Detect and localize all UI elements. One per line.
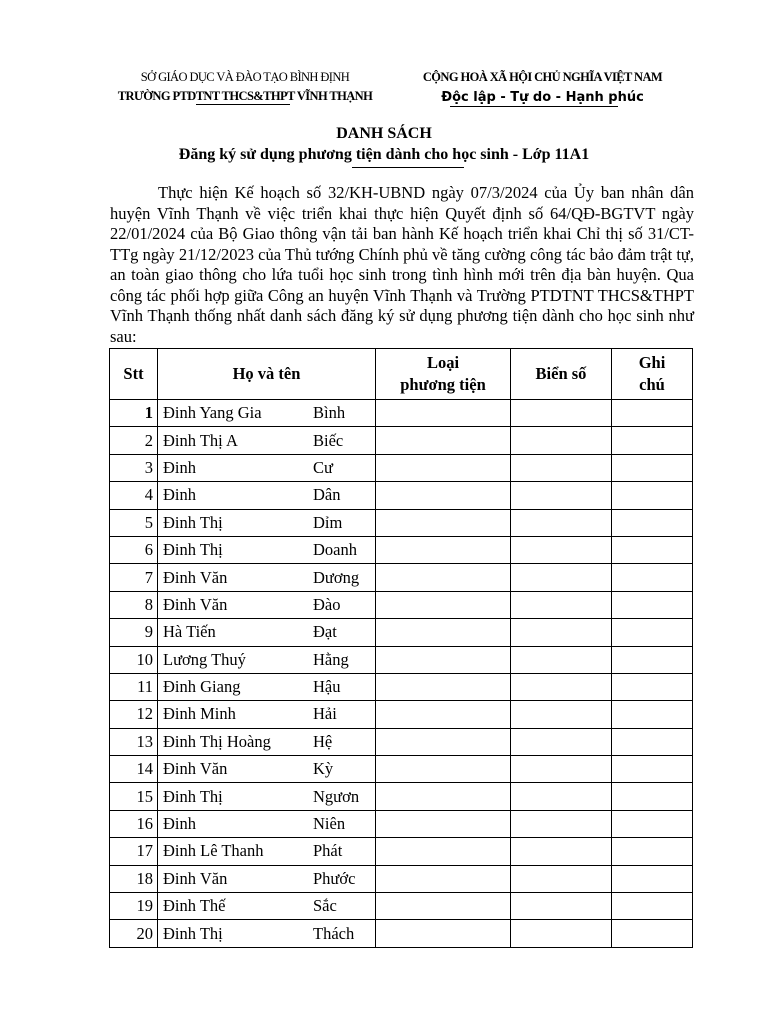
row-vehicle <box>376 756 511 783</box>
row-name <box>158 728 376 755</box>
row-vehicle <box>376 810 511 837</box>
row-stt: 18 <box>110 865 158 892</box>
row-given-name: Hậu <box>313 677 341 697</box>
header-note-line1: Ghi <box>638 353 666 372</box>
row-stt: 3 <box>110 454 158 481</box>
row-plate <box>511 756 612 783</box>
row-name <box>158 673 376 700</box>
table-row <box>110 893 693 920</box>
row-note <box>612 865 693 892</box>
row-vehicle <box>376 619 511 646</box>
table-row <box>110 728 693 755</box>
row-vehicle <box>376 591 511 618</box>
motto-underline <box>450 106 618 107</box>
row-vehicle <box>376 728 511 755</box>
row-name <box>158 619 376 646</box>
row-given-name: Dương <box>313 567 360 587</box>
row-family-name: Đinh Lê Thanh <box>163 841 264 861</box>
row-given-name: Phát <box>313 841 343 861</box>
row-vehicle <box>376 783 511 810</box>
row-note <box>612 810 693 837</box>
row-plate <box>511 646 612 673</box>
row-given-name: Biếc <box>313 430 344 450</box>
row-vehicle <box>376 673 511 700</box>
row-family-name: Đinh Văn <box>163 868 228 888</box>
row-given-name: Hằng <box>313 649 349 669</box>
school-name: TRƯỜNG PTDTNT THCS&THPT VĨNH THẠNH <box>117 89 373 103</box>
row-name <box>158 756 376 783</box>
row-name <box>158 564 376 591</box>
row-vehicle <box>376 893 511 920</box>
table-row <box>110 509 693 536</box>
row-stt: 6 <box>110 536 158 563</box>
row-vehicle <box>376 400 511 427</box>
row-stt: 16 <box>110 810 158 837</box>
row-stt: 17 <box>110 838 158 865</box>
row-name <box>158 646 376 673</box>
table-row <box>110 564 693 591</box>
header-note <box>612 349 693 400</box>
row-note <box>612 701 693 728</box>
row-vehicle <box>376 865 511 892</box>
header-name: Họ và tên <box>158 349 376 400</box>
row-plate <box>511 673 612 700</box>
row-plate <box>511 454 612 481</box>
row-plate <box>511 427 612 454</box>
row-vehicle <box>376 509 511 536</box>
row-name <box>158 920 376 947</box>
row-stt: 5 <box>110 509 158 536</box>
row-stt: 8 <box>110 591 158 618</box>
row-plate <box>511 400 612 427</box>
table-row <box>110 838 693 865</box>
row-name <box>158 482 376 509</box>
row-stt: 12 <box>110 701 158 728</box>
row-plate <box>511 509 612 536</box>
document-subtitle: Đăng ký sử dụng phương tiện dành cho học sinh - Lớp 11A1 <box>178 146 590 163</box>
row-family-name: Hà Tiến <box>163 622 216 642</box>
row-note <box>612 756 693 783</box>
row-vehicle <box>376 427 511 454</box>
department-name: SỞ GIÁO DỤC VÀ ĐÀO TẠO BÌNH ĐỊNH <box>140 70 350 84</box>
row-vehicle <box>376 454 511 481</box>
row-given-name: Doanh <box>313 540 357 560</box>
row-given-name: Dỉm <box>313 512 343 532</box>
row-name <box>158 838 376 865</box>
row-note <box>612 920 693 947</box>
row-family-name: Đinh Thị <box>163 540 223 560</box>
row-given-name: Dân <box>313 485 341 505</box>
row-plate <box>511 920 612 947</box>
table-row <box>110 810 693 837</box>
row-name <box>158 509 376 536</box>
row-vehicle <box>376 920 511 947</box>
row-given-name: Sắc <box>313 896 337 916</box>
row-plate <box>511 619 612 646</box>
row-family-name: Đinh <box>163 485 196 505</box>
row-stt: 13 <box>110 728 158 755</box>
row-name <box>158 783 376 810</box>
row-note <box>612 454 693 481</box>
row-note <box>612 536 693 563</box>
row-stt: 11 <box>110 673 158 700</box>
row-stt: 10 <box>110 646 158 673</box>
row-family-name: Đinh Thị <box>163 786 223 806</box>
row-name <box>158 865 376 892</box>
row-stt: 20 <box>110 920 158 947</box>
document-title: DANH SÁCH <box>336 125 432 142</box>
row-stt: 14 <box>110 756 158 783</box>
row-family-name: Đinh Thế <box>163 896 226 916</box>
row-vehicle <box>376 838 511 865</box>
row-stt: 9 <box>110 619 158 646</box>
row-note <box>612 619 693 646</box>
row-family-name: Đinh Thị <box>163 923 223 943</box>
row-name <box>158 810 376 837</box>
row-family-name: Lương Thuý <box>163 649 246 669</box>
row-note <box>612 783 693 810</box>
table-row <box>110 646 693 673</box>
row-plate <box>511 564 612 591</box>
row-plate <box>511 810 612 837</box>
row-family-name: Đinh Thị <box>163 512 223 532</box>
table-row <box>110 756 693 783</box>
row-note <box>612 673 693 700</box>
table-row <box>110 482 693 509</box>
row-given-name: Hệ <box>313 731 333 751</box>
row-name <box>158 536 376 563</box>
row-note <box>612 893 693 920</box>
row-given-name: Niên <box>313 814 346 834</box>
table-row <box>110 673 693 700</box>
row-family-name: Đinh <box>163 457 196 477</box>
national-motto-block <box>400 68 685 107</box>
national-motto: Độc lập - Tự do - Hạnh phúc <box>441 90 644 105</box>
row-vehicle <box>376 536 511 563</box>
header-vehicle <box>376 349 511 400</box>
table-row <box>110 865 693 892</box>
row-plate <box>511 482 612 509</box>
row-stt: 4 <box>110 482 158 509</box>
table-row <box>110 536 693 563</box>
intro-paragraph: Thực hiện Kế hoạch số 32/KH-UBND ngày 07/3/2024 của Ủy ban nhân dân huyện Vĩnh Thạnh về việc triển khai thực hiện Quyết định số 64/QĐ-BGTVT ngày 22/01/2024 của Bộ Giao thông vận tải ban hành Kế hoạch triển khai Chỉ thị số 31/CT-TTg ngày 21/12/2023 của Thủ tướng Chính phủ về tăng cường công tác bảo đảm trật tự, an toàn giao thông cho lứa tuổi học sinh trong tình hình mới trên địa bàn huyện. Qua công tác phối hợp giữa Công an huyện Vĩnh Thạnh và Trường PTDTNT THCS&THPT Vĩnh Thạnh thống nhất danh sách đăng ký sử dụng phương tiện dành cho học sinh như sau: <box>110 183 694 346</box>
issuer-underline <box>196 104 290 105</box>
row-stt: 1 <box>110 400 158 427</box>
row-given-name: Phước <box>313 868 356 888</box>
row-plate <box>511 728 612 755</box>
row-vehicle <box>376 701 511 728</box>
issuer-block <box>100 68 390 106</box>
row-name <box>158 591 376 618</box>
row-name <box>158 454 376 481</box>
country-name: CỘNG HOÀ XÃ HỘI CHỦ NGHĨA VIỆT NAM <box>422 70 663 84</box>
row-vehicle <box>376 482 511 509</box>
table-row <box>110 400 693 427</box>
row-name <box>158 400 376 427</box>
table-row <box>110 783 693 810</box>
row-plate <box>511 838 612 865</box>
row-given-name: Đạt <box>313 622 337 642</box>
row-stt: 15 <box>110 783 158 810</box>
row-given-name: Kỳ <box>313 759 334 779</box>
row-plate <box>511 865 612 892</box>
header-vehicle-line1: Loại <box>426 353 460 372</box>
row-stt: 2 <box>110 427 158 454</box>
row-given-name: Ngươn <box>313 786 360 806</box>
row-family-name: Đinh Minh <box>163 704 236 724</box>
table-row <box>110 920 693 947</box>
row-note <box>612 838 693 865</box>
row-note <box>612 728 693 755</box>
row-note <box>612 564 693 591</box>
row-plate <box>511 893 612 920</box>
row-plate <box>511 783 612 810</box>
table-row <box>110 619 693 646</box>
row-family-name: Đinh Văn <box>163 759 228 779</box>
table-row <box>110 701 693 728</box>
header-note-line2: chú <box>639 375 665 394</box>
row-note <box>612 400 693 427</box>
row-given-name: Thách <box>313 923 355 943</box>
row-family-name: Đinh Văn <box>163 594 228 614</box>
row-name <box>158 701 376 728</box>
table-body <box>110 400 693 948</box>
row-plate <box>511 591 612 618</box>
row-stt: 19 <box>110 893 158 920</box>
row-stt: 7 <box>110 564 158 591</box>
table-header-row <box>110 349 693 400</box>
table-row <box>110 591 693 618</box>
row-plate <box>511 536 612 563</box>
row-given-name: Đào <box>313 594 341 614</box>
row-name <box>158 427 376 454</box>
row-vehicle <box>376 564 511 591</box>
row-family-name: Đinh Yang Gia <box>163 403 262 423</box>
row-given-name: Bình <box>313 403 346 423</box>
row-given-name: Cư <box>313 457 333 477</box>
row-family-name: Đinh Văn <box>163 567 228 587</box>
row-family-name: Đinh Giang <box>163 677 241 697</box>
header-plate: Biển số <box>511 349 612 400</box>
row-family-name: Đinh Thị Hoàng <box>163 731 271 751</box>
row-family-name: Đinh Thị A <box>163 430 238 450</box>
table-row <box>110 427 693 454</box>
row-note <box>612 482 693 509</box>
row-family-name: Đinh <box>163 814 196 834</box>
table-row <box>110 454 693 481</box>
row-note <box>612 646 693 673</box>
row-plate <box>511 701 612 728</box>
header-vehicle-line2: phương tiện <box>400 375 486 394</box>
row-given-name: Hải <box>313 704 337 724</box>
row-note <box>612 427 693 454</box>
row-name <box>158 893 376 920</box>
subtitle-underline <box>352 167 464 168</box>
header-stt: Stt <box>110 349 158 400</box>
row-note <box>612 509 693 536</box>
student-table <box>109 348 693 948</box>
row-vehicle <box>376 646 511 673</box>
row-note <box>612 591 693 618</box>
